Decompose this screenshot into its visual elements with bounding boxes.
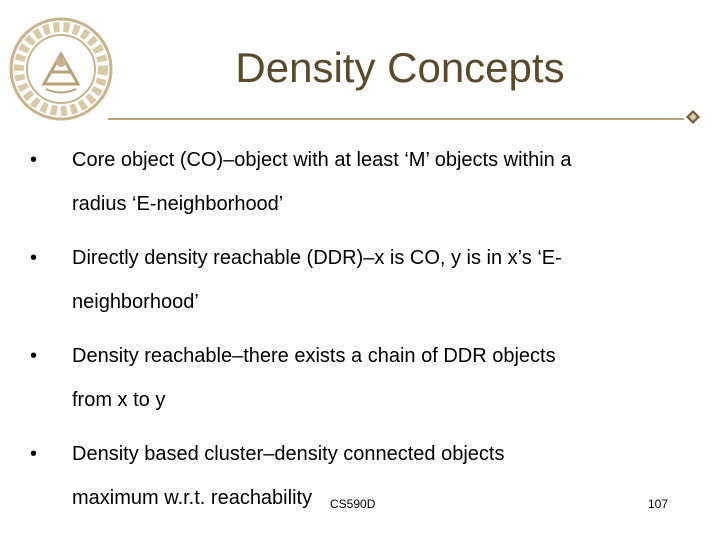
bullet-item (30, 236, 700, 324)
slide-title: Density Concepts (235, 44, 565, 91)
bullet-marker: • (30, 345, 38, 367)
bullet-text (72, 236, 700, 324)
bullet-marker: • (30, 443, 38, 465)
bullet-line: Directly density reachable (DDR)–x is CO, y is in x’s ‘E- (72, 247, 562, 269)
bullet-list (30, 138, 700, 530)
diamond-ornament-icon (686, 110, 700, 124)
bullet-line: Core object (CO)–object with at least ‘M’ objects within a (72, 149, 572, 171)
bullet-line: Density reachable–there exists a chain of DDR objects (72, 345, 556, 367)
bullet-marker: • (30, 247, 38, 269)
bullet-line: maximum w.r.t. reachability (72, 487, 313, 509)
bullet-line: Density based cluster–density connected objects (72, 443, 505, 465)
footer-page-number: 107 (648, 497, 669, 511)
bullet-item (30, 138, 700, 226)
university-seal-icon (6, 14, 116, 124)
bullet-item (30, 334, 700, 422)
title-rule (108, 118, 684, 120)
footer-course-code: CS590D (330, 497, 376, 511)
bullet-marker: • (30, 149, 38, 171)
bullet-line: from x to y (72, 389, 166, 411)
bullet-text (72, 138, 700, 226)
bullet-text (72, 334, 700, 422)
bullet-text (72, 432, 700, 520)
bullet-line: neighborhood’ (72, 291, 199, 313)
bullet-line: radius ‘E-neighborhood’ (72, 193, 284, 215)
